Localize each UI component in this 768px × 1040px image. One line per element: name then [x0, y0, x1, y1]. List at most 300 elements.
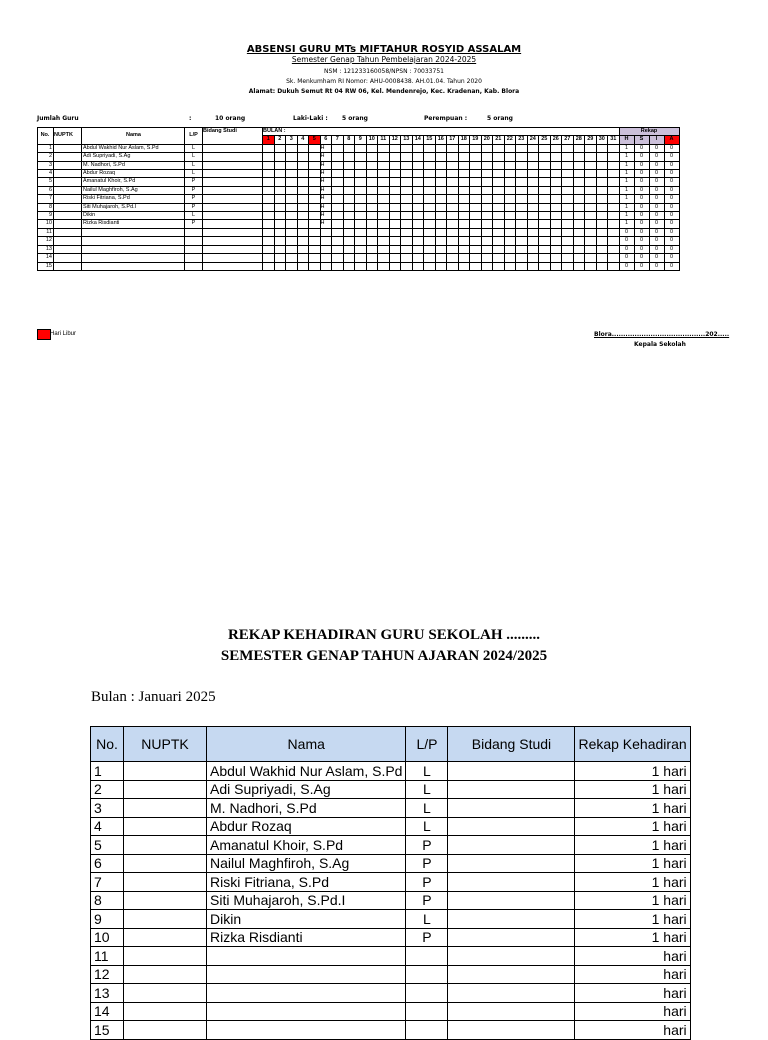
- att-cell-day: [355, 254, 367, 262]
- att-cell-day: [447, 153, 459, 161]
- att-cell-day: [297, 220, 309, 228]
- att-cell-day: [527, 178, 539, 186]
- att-day-29: 29: [585, 136, 597, 144]
- att-cell-lp: [185, 237, 203, 245]
- att-cell-day: [424, 144, 436, 152]
- att-cell-nama: Amanatul Khoir, S.Pd: [82, 178, 185, 186]
- rekap-cell-lp: P: [406, 836, 448, 855]
- rekap-row: [91, 854, 691, 873]
- att-cell-day: [332, 161, 344, 169]
- att-cell-day: [493, 178, 505, 186]
- att-cell-day: [343, 203, 355, 211]
- att-cell-day: [596, 237, 608, 245]
- att-cell-day: [355, 220, 367, 228]
- att-cell-rekap: 0: [664, 203, 679, 211]
- att-cell-day: [343, 220, 355, 228]
- att-cell-day: [435, 186, 447, 194]
- att-cell-day: [608, 228, 620, 236]
- att-cell-day: [332, 212, 344, 220]
- att-cell-day: H: [320, 195, 332, 203]
- att-cell-day: [412, 186, 424, 194]
- att-cell-day: [424, 153, 436, 161]
- att-cell-day: [447, 212, 459, 220]
- att-cell-day: [481, 144, 493, 152]
- att-cell-day: [412, 228, 424, 236]
- rekap-cell-no: 14: [91, 1002, 124, 1021]
- att-cell-day: [263, 254, 275, 262]
- att-cell-day: [481, 254, 493, 262]
- att-cell-day: [585, 144, 597, 152]
- attendance-row: [38, 170, 680, 178]
- att-cell-day: [596, 228, 608, 236]
- att-cell-lp: [185, 254, 203, 262]
- att-cell-day: [493, 153, 505, 161]
- att-day-1: 1: [263, 136, 275, 144]
- att-cell-nuptk: [54, 178, 82, 186]
- att-cell-day: [332, 170, 344, 178]
- att-cell-day: [516, 254, 528, 262]
- att-cell-day: [596, 212, 608, 220]
- att-cell-day: [355, 144, 367, 152]
- att-cell-day: [447, 144, 459, 152]
- att-cell-lp: L: [185, 153, 203, 161]
- att-cell-nuptk: [54, 203, 82, 211]
- att-cell-day: [332, 195, 344, 203]
- att-cell-day: [539, 254, 551, 262]
- att-cell-day: [585, 237, 597, 245]
- att-cell-day: [401, 178, 413, 186]
- rekap-cell-bidang: [448, 891, 575, 910]
- attendance-row: [38, 228, 680, 236]
- att-day-14: 14: [412, 136, 424, 144]
- att-cell-day: [343, 195, 355, 203]
- att-cell-day: [412, 212, 424, 220]
- att-cell-day: [516, 195, 528, 203]
- perempuan-value: 5 orang: [487, 115, 513, 122]
- rekap-cell-nama: Riski Fitriana, S.Pd: [207, 873, 406, 892]
- att-cell-day: [389, 195, 401, 203]
- att-cell-day: [274, 228, 286, 236]
- att-cell-day: [504, 245, 516, 253]
- att-cell-day: [585, 245, 597, 253]
- att-cell-day: [424, 228, 436, 236]
- att-cell-day: [378, 237, 390, 245]
- att-cell-day: [378, 170, 390, 178]
- att-cell-lp: P: [185, 195, 203, 203]
- att-cell-day: [309, 245, 321, 253]
- att-cell-day: [550, 220, 562, 228]
- att-cell-day: [412, 170, 424, 178]
- att-cell-day: [504, 228, 516, 236]
- att-cell-day: [504, 178, 516, 186]
- rekap-cell-lp: [406, 1002, 448, 1021]
- att-cell-day: [366, 161, 378, 169]
- att-cell-lp: L: [185, 212, 203, 220]
- att-cell-day: [527, 203, 539, 211]
- att-cell-rekap: 0: [664, 195, 679, 203]
- att-cell-rekap: 0: [634, 254, 649, 262]
- att-cell-day: [378, 203, 390, 211]
- rekap-row: [91, 780, 691, 799]
- att-cell-day: [401, 195, 413, 203]
- rekap-cell-bidang: [448, 817, 575, 836]
- att-cell-day: [286, 237, 298, 245]
- att-cell-day: [470, 203, 482, 211]
- att-cell-day: [355, 186, 367, 194]
- rekap-cell-bidang: [448, 1021, 575, 1040]
- att-cell-day: [424, 245, 436, 253]
- att-cell-day: [458, 170, 470, 178]
- att-day-31: 31: [608, 136, 620, 144]
- att-cell-day: [562, 186, 574, 194]
- att-cell-rekap: 1: [619, 203, 634, 211]
- att-cell-rekap: 0: [634, 195, 649, 203]
- att-cell-nuptk: [54, 153, 82, 161]
- rekap-cell-nama: Adi Supriyadi, S.Ag: [207, 780, 406, 799]
- att-cell-day: [608, 186, 620, 194]
- att-cell-day: [504, 262, 516, 270]
- att-cell-day: [389, 153, 401, 161]
- att-cell-no: 10: [38, 220, 54, 228]
- rekap-cell-bidang: [448, 947, 575, 966]
- att-cell-day: [366, 195, 378, 203]
- laki-laki-label: Laki-Laki :: [293, 115, 328, 122]
- att-cell-day: [263, 153, 275, 161]
- att-cell-day: [481, 220, 493, 228]
- att-cell-day: [286, 170, 298, 178]
- att-cell-day: [447, 203, 459, 211]
- att-cell-day: [263, 195, 275, 203]
- att-cell-day: [493, 254, 505, 262]
- att-cell-no: 12: [38, 237, 54, 245]
- att-cell-day: [573, 228, 585, 236]
- att-cell-day: [596, 153, 608, 161]
- att-day-11: 11: [378, 136, 390, 144]
- att-cell-day: [366, 228, 378, 236]
- attendance-row: [38, 245, 680, 253]
- att-cell-day: [608, 237, 620, 245]
- rekap-col-lp: L/P: [406, 727, 448, 762]
- att-cell-day: [596, 144, 608, 152]
- rekap-cell-nuptk: [124, 891, 207, 910]
- att-cell-nama: Abdur Rozaq: [82, 170, 185, 178]
- att-cell-nuptk: [54, 144, 82, 152]
- rekap-cell-bidang: [448, 836, 575, 855]
- att-cell-day: [550, 237, 562, 245]
- att-cell-day: [343, 178, 355, 186]
- att-cell-rekap: 0: [649, 170, 664, 178]
- att-cell-rekap: 0: [649, 237, 664, 245]
- att-cell-day: [286, 262, 298, 270]
- att-cell-day: [309, 161, 321, 169]
- rekap-cell-no: 2: [91, 780, 124, 799]
- att-cell-day: [366, 186, 378, 194]
- att-cell-day: [562, 170, 574, 178]
- att-cell-day: [585, 178, 597, 186]
- att-cell-day: [332, 178, 344, 186]
- rekap-cell-no: 15: [91, 1021, 124, 1040]
- att-cell-day: [286, 220, 298, 228]
- rekap-cell-nama: M. Nadhori, S.Pd: [207, 799, 406, 818]
- att-cell-day: [527, 186, 539, 194]
- att-cell-day: [424, 178, 436, 186]
- holiday-legend-swatch: [37, 329, 51, 340]
- att-cell-day: [355, 170, 367, 178]
- rekap-cell-nama: [207, 1021, 406, 1040]
- att-cell-day: [447, 245, 459, 253]
- att-cell-day: [539, 195, 551, 203]
- att-cell-rekap: 0: [664, 186, 679, 194]
- rekap-cell-nuptk: [124, 947, 207, 966]
- att-cell-day: [274, 195, 286, 203]
- att-cell-day: [585, 161, 597, 169]
- att-cell-day: [458, 161, 470, 169]
- signature-title: Kepala Sekolah: [634, 341, 686, 348]
- rekap-cell-lp: L: [406, 799, 448, 818]
- att-cell-day: [493, 186, 505, 194]
- att-cell-day: [263, 228, 275, 236]
- att-cell-day: [297, 144, 309, 152]
- att-day-7: 7: [332, 136, 344, 144]
- att-cell-bidang: [203, 178, 263, 186]
- att-cell-day: [320, 228, 332, 236]
- att-cell-rekap: 0: [634, 245, 649, 253]
- att-cell-rekap: 0: [664, 153, 679, 161]
- att-cell-day: [424, 237, 436, 245]
- att-cell-lp: P: [185, 178, 203, 186]
- att-cell-day: [366, 170, 378, 178]
- rekap-row: [91, 799, 691, 818]
- jumlah-guru-value: 10 orang: [215, 115, 246, 122]
- attendance-row: [38, 262, 680, 270]
- att-cell-day: [470, 245, 482, 253]
- att-cell-no: 14: [38, 254, 54, 262]
- att-cell-day: [504, 170, 516, 178]
- sk-line: Sk. Menkumham RI Nomor: AHU-0008438. AH.01.04. Tahun 2020: [286, 78, 482, 85]
- att-cell-day: [539, 212, 551, 220]
- att-cell-day: [424, 195, 436, 203]
- att-cell-rekap: 1: [619, 212, 634, 220]
- att-cell-day: [401, 228, 413, 236]
- att-day-15: 15: [424, 136, 436, 144]
- att-cell-day: [516, 245, 528, 253]
- att-cell-no: 7: [38, 195, 54, 203]
- att-cell-day: [585, 153, 597, 161]
- att-cell-day: [320, 254, 332, 262]
- att-cell-day: [573, 195, 585, 203]
- att-cell-day: [274, 161, 286, 169]
- rekap-cell-nama: [207, 984, 406, 1003]
- att-cell-nama: [82, 262, 185, 270]
- att-cell-day: [596, 195, 608, 203]
- att-cell-day: [343, 228, 355, 236]
- att-cell-day: [585, 228, 597, 236]
- att-cell-nuptk: [54, 161, 82, 169]
- att-cell-day: [493, 262, 505, 270]
- att-cell-day: [458, 195, 470, 203]
- att-cell-day: [458, 245, 470, 253]
- att-cell-day: [550, 245, 562, 253]
- att-cell-day: [608, 220, 620, 228]
- attendance-row: [38, 212, 680, 220]
- att-cell-day: [504, 254, 516, 262]
- att-cell-day: [447, 254, 459, 262]
- att-cell-day: [481, 228, 493, 236]
- att-cell-lp: [185, 245, 203, 253]
- att-cell-day: [297, 254, 309, 262]
- rekap-cell-bidang: [448, 910, 575, 929]
- att-cell-day: [493, 144, 505, 152]
- att-cell-day: [424, 254, 436, 262]
- att-cell-day: [585, 262, 597, 270]
- att-cell-day: [608, 144, 620, 152]
- att-cell-day: [274, 144, 286, 152]
- att-cell-day: [332, 153, 344, 161]
- att-cell-no: 5: [38, 178, 54, 186]
- rekap-cell-nama: Amanatul Khoir, S.Pd: [207, 836, 406, 855]
- att-cell-day: [274, 178, 286, 186]
- att-cell-rekap: 0: [634, 228, 649, 236]
- att-cell-day: [332, 144, 344, 152]
- att-cell-nama: Siti Muhajaroh, S.Pd.I: [82, 203, 185, 211]
- rekap-cell-no: 1: [91, 762, 124, 781]
- att-cell-day: [504, 186, 516, 194]
- att-cell-no: 3: [38, 161, 54, 169]
- semester-subtitle: Semester Genap Tahun Pembelajaran 2024-2025: [291, 55, 477, 64]
- att-cell-day: [539, 220, 551, 228]
- att-cell-day: [447, 161, 459, 169]
- att-col-nama: Nama: [82, 128, 185, 145]
- rekap-row: [91, 984, 691, 1003]
- rekap-cell-lp: [406, 965, 448, 984]
- att-cell-day: [355, 228, 367, 236]
- att-cell-nuptk: [54, 220, 82, 228]
- att-cell-day: [332, 254, 344, 262]
- att-cell-day: [585, 254, 597, 262]
- rekap-cell-nuptk: [124, 799, 207, 818]
- att-cell-no: 11: [38, 228, 54, 236]
- rekap-cell-nama: Dikin: [207, 910, 406, 929]
- rekap-cell-no: 5: [91, 836, 124, 855]
- rekap-cell-lp: P: [406, 873, 448, 892]
- att-cell-day: [493, 161, 505, 169]
- att-cell-day: [608, 161, 620, 169]
- att-cell-day: [458, 144, 470, 152]
- att-cell-day: [435, 144, 447, 152]
- att-cell-day: [516, 220, 528, 228]
- att-cell-day: [481, 161, 493, 169]
- rekap-cell-nama: [207, 1002, 406, 1021]
- att-cell-day: [378, 153, 390, 161]
- att-cell-lp: L: [185, 170, 203, 178]
- att-cell-day: [447, 262, 459, 270]
- rekap-col-nama: Nama: [207, 727, 406, 762]
- att-cell-day: [596, 161, 608, 169]
- att-cell-nuptk: [54, 254, 82, 262]
- att-cell-day: [550, 195, 562, 203]
- att-cell-day: [378, 245, 390, 253]
- att-day-26: 26: [550, 136, 562, 144]
- att-cell-day: [458, 254, 470, 262]
- att-cell-day: [562, 237, 574, 245]
- att-cell-lp: P: [185, 186, 203, 194]
- att-cell-day: [470, 212, 482, 220]
- att-cell-day: [539, 245, 551, 253]
- att-cell-day: [493, 170, 505, 178]
- att-cell-day: [297, 170, 309, 178]
- att-cell-rekap: 1: [619, 186, 634, 194]
- att-cell-day: [458, 228, 470, 236]
- att-cell-nama: [82, 228, 185, 236]
- att-cell-day: [550, 144, 562, 152]
- rekap-cell-nuptk: [124, 854, 207, 873]
- rekap-row: [91, 947, 691, 966]
- att-cell-day: [286, 228, 298, 236]
- att-cell-rekap: 0: [649, 228, 664, 236]
- att-cell-day: [366, 245, 378, 253]
- rekap-row: [91, 1021, 691, 1040]
- holiday-legend-label: Hari Libur: [50, 331, 77, 337]
- att-cell-day: [343, 186, 355, 194]
- att-cell-day: [527, 237, 539, 245]
- att-cell-day: [539, 186, 551, 194]
- rekap-cell-nuptk: [124, 928, 207, 947]
- att-cell-day: [608, 153, 620, 161]
- att-cell-day: [274, 203, 286, 211]
- att-cell-day: [562, 153, 574, 161]
- att-cell-day: [309, 178, 321, 186]
- att-day-22: 22: [504, 136, 516, 144]
- att-cell-day: [447, 228, 459, 236]
- att-rekap-col-a: A: [664, 136, 679, 144]
- att-cell-day: [493, 203, 505, 211]
- att-day-16: 16: [435, 136, 447, 144]
- att-cell-day: [332, 186, 344, 194]
- att-cell-day: [527, 228, 539, 236]
- att-day-2: 2: [274, 136, 286, 144]
- att-cell-no: 6: [38, 186, 54, 194]
- att-cell-rekap: 0: [649, 178, 664, 186]
- att-day-24: 24: [527, 136, 539, 144]
- att-cell-day: [470, 254, 482, 262]
- rekap-cell-lp: [406, 984, 448, 1003]
- att-cell-day: [297, 245, 309, 253]
- att-cell-rekap: 0: [664, 245, 679, 253]
- att-cell-day: [516, 161, 528, 169]
- att-cell-day: H: [320, 212, 332, 220]
- att-day-6: 6: [320, 136, 332, 144]
- rekap-cell-nuptk: [124, 984, 207, 1003]
- att-cell-day: [458, 212, 470, 220]
- att-cell-rekap: 0: [664, 170, 679, 178]
- att-cell-day: [263, 170, 275, 178]
- att-cell-rekap: 0: [649, 203, 664, 211]
- att-cell-day: [573, 245, 585, 253]
- att-cell-day: [309, 220, 321, 228]
- att-cell-day: [424, 212, 436, 220]
- att-cell-bidang: [203, 186, 263, 194]
- att-cell-rekap: 0: [619, 254, 634, 262]
- att-cell-bidang: [203, 203, 263, 211]
- rekap-cell-lp: P: [406, 854, 448, 873]
- attendance-row: [38, 237, 680, 245]
- att-cell-day: [481, 237, 493, 245]
- att-cell-rekap: 0: [634, 170, 649, 178]
- att-cell-rekap: 0: [664, 144, 679, 152]
- att-cell-rekap: 1: [619, 178, 634, 186]
- att-cell-day: [516, 212, 528, 220]
- rekap-cell-kehadiran: 1 hari: [575, 780, 690, 799]
